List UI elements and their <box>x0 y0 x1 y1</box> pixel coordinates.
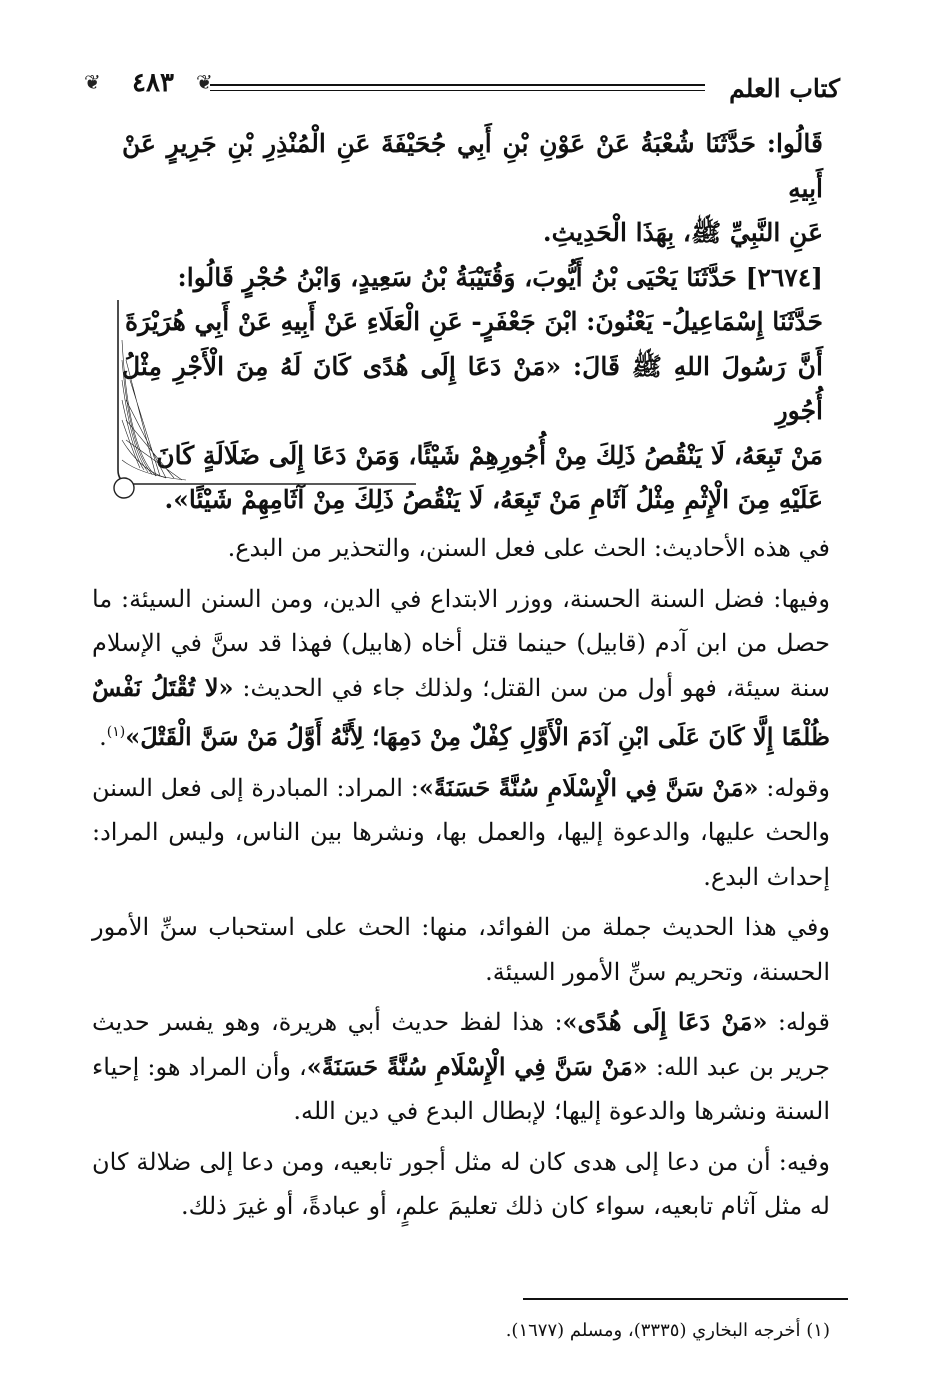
paragraph <box>92 526 830 571</box>
footnote-ref[interactable]: (١) <box>106 724 126 740</box>
header-rule-thin <box>210 90 705 91</box>
paragraph-text: قوله: <box>767 1008 831 1036</box>
page-number-frame <box>98 64 208 102</box>
paragraph-text: في هذه الأحاديث: الحث على فعل السنن، والتحذير من البدع. <box>227 534 830 562</box>
paragraph-text: وفي هذا الحديث جملة من الفوائد، منها: الحث على استحباب سنِّ الأمور الحسنة، وتحريم سنِّ الأمور السيئة. <box>92 913 830 986</box>
footnote-separator <box>523 1298 848 1300</box>
paragraph <box>92 577 830 760</box>
hadith-line: قَالُوا: حَدَّثَنَا شُعْبَةُ عَنْ عَوْنِ بْنِ أَبِي جُحَيْفَةَ عَنِ الْمُنْذِرِ بْنِ جَرِيرٍ عَنْ أَبِيهِ <box>122 129 823 203</box>
frame-ornament <box>96 300 426 500</box>
paragraph <box>92 905 830 994</box>
paragraph-text: وقوله: <box>758 773 830 802</box>
hadith-line: عَنِ النَّبِيِّ ﷺ، بِهَذَا الْحَدِيثِ. <box>542 218 823 247</box>
hadith-line: حَدَّثَنَا إِسْمَاعِيلُ- يَعْنُونَ: ابْنَ جَعْفَرٍ- عَنِ الْعَلَاءِ عَنْ أَبِيهِ عَنْ أَبِي هُرَيْرَةَ <box>124 307 823 336</box>
paragraph-text: : هذا لفظ حديث أبي هريرة، وهو يفسر حديث جرير بن عبد الله: <box>92 1008 830 1081</box>
page-number: ٤٨٣ <box>132 68 174 98</box>
hadith-line: [٢٦٧٤] حَدَّثَنَا يَحْيَى بْنُ أَيُّوبَ، وَقُتَيْبَةُ بْنُ سَعِيدٍ، وَابْنُ حُجْرٍ قَالُوا: <box>177 262 823 292</box>
paragraph-text: وفيه: أن من دعا إلى هدى كان له مثل أجور تابعيه، ومن دعا إلى ضلالة كان له مثل آثام تابعيه، سواء كان ذلك تعليمَ علمٍ، أو عبادةً، أو غيرَ ذلك. <box>92 1147 830 1220</box>
paragraph-text: : المراد: المبادرة إلى فعل السنن والحث عليها، والدعوة إليها، والعمل بها، ونشرها بين الناس، وليس المراد: إحداث البدع. <box>92 773 830 891</box>
book-title: كتاب العلم <box>729 74 840 103</box>
hadith-quote: «مَنْ دَعَا إِلَى هُدًى» <box>562 1007 768 1036</box>
hadith-line: عَلَيْهِ مِنَ الْإِثْمِ مِثْلُ آثَامِ مَنْ تَبِعَهُ، لَا يَنْقُصُ ذَلِكَ مِنْ آثَامِهِمْ شَيْئًا». <box>164 485 823 514</box>
paragraph-text: . <box>99 723 107 751</box>
hadith-quote: «مَنْ سَنَّ فِي الْإِسْلَامِ سُنَّةً حَسَنَةً» <box>306 1051 648 1081</box>
paragraph-text: وفيها: فضل السنة الحسنة، ووزر الابتداع في الدين، ومن السنن السيئة: ما حصل من ابن آدم (قابيل) حينما قتل أخاه (هابيل) فهذا قد سنَّ في الإسلام سنة سيئة، فهو أول من سن القتل؛ ولذلك جاء في الحديث: <box>92 584 830 702</box>
running-header <box>84 60 840 110</box>
footnote: (١) أخرجه البخاري (٣٣٣٥)، ومسلم (١٦٧٧). <box>505 1320 830 1341</box>
hadith-line: أَنَّ رَسُولَ اللهِ ﷺ قَالَ: «مَنْ دَعَا إِلَى هُدًى كَانَ لَهُ مِنَ الْأَجْرِ مِثْلُ أُجُورِ <box>122 351 823 425</box>
hadith-quote: «مَنْ سَنَّ فِي الْإِسْلَامِ سُنَّةً حَسَنَةً» <box>418 772 759 802</box>
paragraph <box>92 1140 830 1229</box>
header-rule <box>210 84 705 86</box>
paragraph <box>92 1000 830 1134</box>
ornament-icon: ❦ <box>196 70 213 94</box>
paragraph <box>92 766 830 900</box>
commentary <box>92 526 830 1235</box>
hadith-quote: «لا تُقْتَلُ نَفْسٌ ظُلْمًا إِلَّا كَانَ عَلَى ابْنِ آدَمَ الْأَوَّلِ كِفْلٌ مِنْ دَمِهَا؛ لِأَنَّهُ أَوَّلُ مَنْ سَنَّ الْقَتْلَ» <box>92 672 830 751</box>
hadith-line: مَنْ تَبِعَهُ، لَا يَنْقُصُ ذَلِكَ مِنْ أُجُورِهِمْ شَيْئًا، وَمَنْ دَعَا إِلَى ضَلَالَةٍ كَانَ <box>156 440 823 470</box>
paragraph-text: ، وأن المراد هو: إحياء السنة ونشرها والدعوة إليها؛ لإبطال البدع في دين الله. <box>92 1052 830 1125</box>
ornament-icon: ❦ <box>84 70 101 94</box>
